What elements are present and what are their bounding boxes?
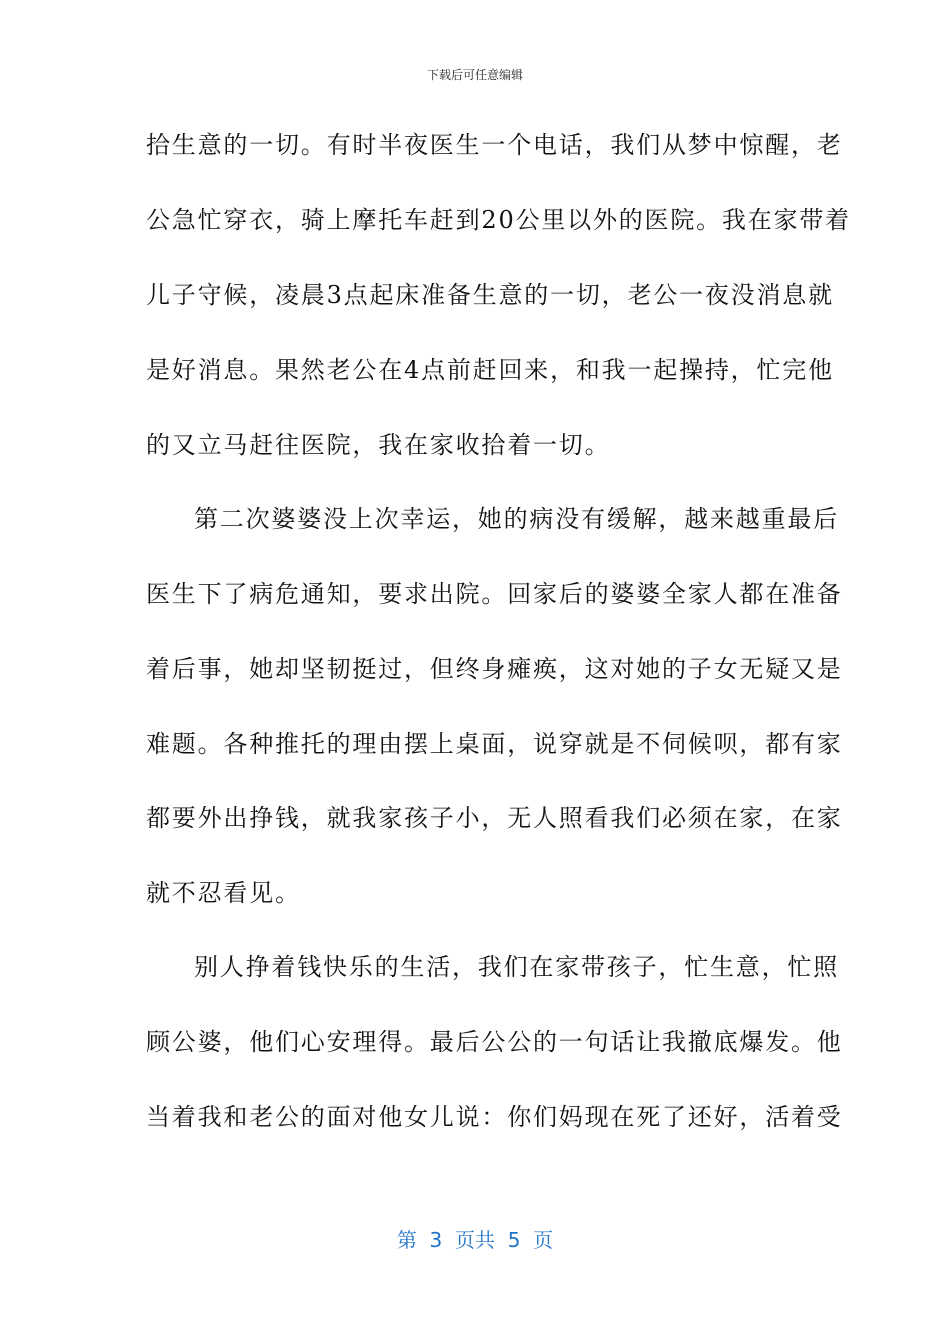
text-line: 拾生意的一切。有时半夜医生一个电话，我们从梦中惊醒，老 bbox=[146, 131, 843, 159]
text-line: 难题。各种推托的理由摆上桌面，说穿就是不伺候呗，都有家 bbox=[146, 730, 843, 758]
text-line: 就不忍看见。 bbox=[146, 879, 301, 907]
text-line: 的又立马赶往医院，我在家收拾着一切。 bbox=[146, 431, 611, 459]
text-line: 是好消息。果然老公在4点前赶回来，和我一起操持，忙完他 bbox=[146, 356, 834, 384]
text-line: 儿子守候，凌晨3点起床准备生意的一切，老公一夜没消息就 bbox=[146, 281, 834, 309]
text-line: 医生下了病危通知，要求出院。回家后的婆婆全家人都在准备 bbox=[146, 580, 843, 608]
text-line: 别人挣着钱快乐的生活，我们在家带孩子，忙生意，忙照 bbox=[194, 953, 839, 981]
text-line: 着后事，她却坚韧挺过，但终身瘫痪，这对她的子女无疑又是 bbox=[146, 655, 843, 683]
header-note: 下载后可任意编辑 bbox=[426, 68, 523, 82]
text-line: 当着我和老公的面对他女儿说：你们妈现在死了还好，活着受 bbox=[146, 1103, 843, 1131]
text-line: 第二次婆婆没上次幸运，她的病没有缓解，越来越重最后 bbox=[194, 505, 839, 533]
text-line: 顾公婆，他们心安理得。最后公公的一句话让我撤底爆发。他 bbox=[146, 1028, 843, 1056]
text-line: 都要外出挣钱，就我家孩子小，无人照看我们必须在家，在家 bbox=[146, 804, 843, 832]
text-line: 公急忙穿衣，骑上摩托车赶到20公里以外的医院。我在家带着 bbox=[146, 206, 851, 234]
page-number: 第 3 页共 5 页 bbox=[396, 1228, 554, 1252]
